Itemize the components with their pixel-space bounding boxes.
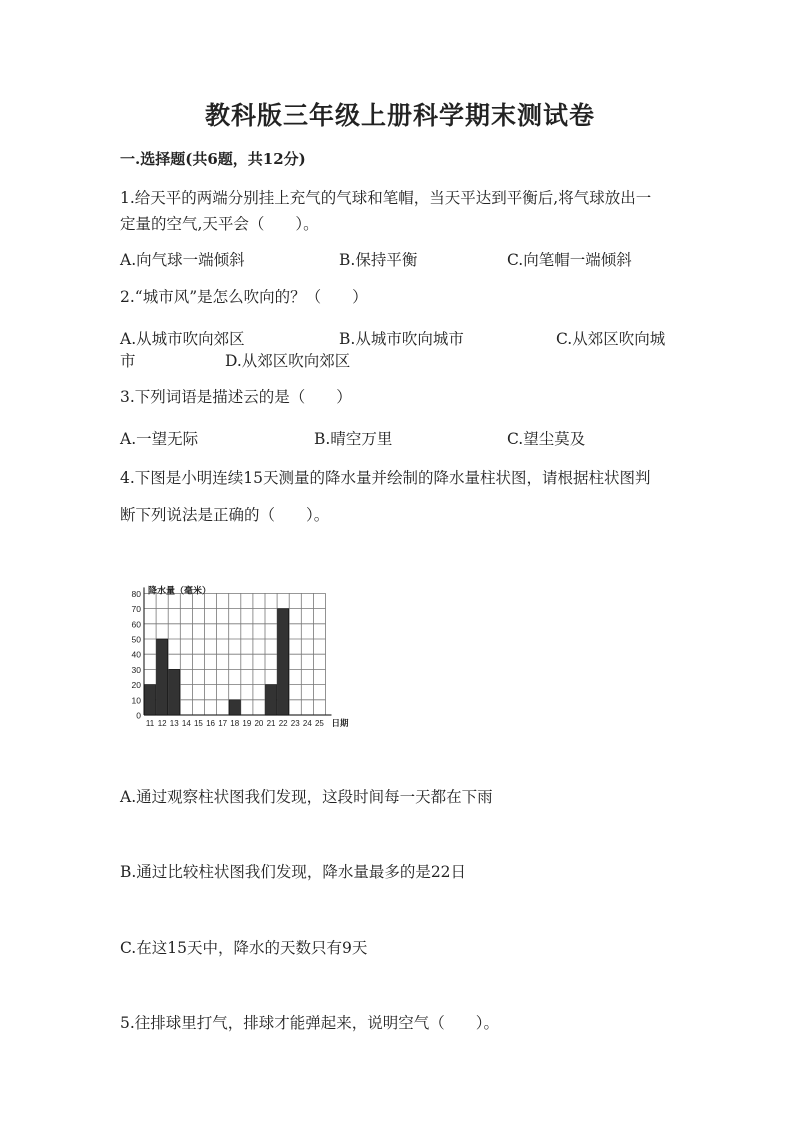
x-tick-label: 11 xyxy=(145,719,155,728)
question-1-option-c: C.向笔帽一端倾斜 xyxy=(507,251,632,269)
question-1-line-1: 1.给天平的两端分别挂上充气的气球和笔帽，当天平达到平衡后,将气球放出一 xyxy=(120,189,652,207)
y-tick-label: 50 xyxy=(131,634,141,645)
question-3-option-c: C.望尘莫及 xyxy=(507,430,586,448)
bar-22 xyxy=(278,609,289,715)
question-1-option-a: A.向气球一端倾斜 xyxy=(120,251,245,269)
question-1-option-b: B.保持平衡 xyxy=(339,251,418,269)
x-tick-label: 15 xyxy=(193,719,203,728)
question-2-line-1: 2.“城市风”是怎么吹向的？（ ） xyxy=(120,288,368,306)
y-tick-label: 80 xyxy=(131,588,141,599)
x-tick-label: 21 xyxy=(266,719,276,728)
x-tick-label: 23 xyxy=(290,719,300,728)
question-4-line-1: 4.下图是小明连续15天测量的降水量并绘制的降水量柱状图，请根据柱状图判 xyxy=(120,469,651,487)
y-axis-title: 降水量（毫米） xyxy=(148,586,212,597)
question-4-line-2: 断下列说法是正确的（ ）。 xyxy=(120,506,330,524)
question-3-line-1: 3.下列词语是描述云的是（ ） xyxy=(120,388,352,406)
x-tick-label: 18 xyxy=(230,719,240,728)
section-heading: 一.选择题(共6题，共12分) xyxy=(120,150,306,168)
question-2-option-d: D.从郊区吹向郊区 xyxy=(225,352,351,370)
bar-18 xyxy=(229,700,240,715)
x-tick-label: 14 xyxy=(181,719,191,728)
x-tick-label: 13 xyxy=(169,719,179,728)
y-tick-label: 0 xyxy=(136,710,141,721)
x-tick-label: 12 xyxy=(157,719,167,728)
bar-12 xyxy=(157,639,168,715)
x-tick-label: 24 xyxy=(302,719,312,728)
x-tick-label: 16 xyxy=(206,719,216,728)
y-tick-label: 10 xyxy=(131,695,141,706)
x-tick-label: 19 xyxy=(242,719,252,728)
question-3-option-a: A.一望无际 xyxy=(120,430,199,448)
x-tick-label: 17 xyxy=(218,719,228,728)
y-tick-label: 30 xyxy=(131,664,141,675)
y-tick-label: 20 xyxy=(131,680,141,691)
bar-21 xyxy=(266,685,277,715)
question-2-option-b: B.从城市吹向城市 xyxy=(339,330,464,348)
x-tick-label: 25 xyxy=(314,719,324,728)
page-title: 教科版三年级上册科学期末测试卷 xyxy=(204,101,595,130)
question-4-option-b: B.通过比较柱状图我们发现，降水量最多的是22日 xyxy=(120,863,467,881)
y-tick-label: 40 xyxy=(131,649,141,660)
question-1-line-2: 定量的空气,天平会（ ）。 xyxy=(120,215,319,233)
question-5-line-1: 5.往排球里打气，排球才能弹起来，说明空气（ ）。 xyxy=(120,1014,500,1032)
x-tick-label: 20 xyxy=(254,719,264,728)
y-tick-label: 60 xyxy=(131,619,141,630)
precipitation-bar-chart xyxy=(131,573,370,733)
x-tick-label: 22 xyxy=(278,719,288,728)
question-4-option-c: C.在这15天中，降水的天数只有9天 xyxy=(120,939,368,957)
question-3-option-b: B.晴空万里 xyxy=(314,430,393,448)
bar-11 xyxy=(145,685,156,715)
question-4-option-a: A.通过观察柱状图我们发现，这段时间每一天都在下雨 xyxy=(120,788,493,806)
bar-13 xyxy=(169,669,180,715)
question-2-option-c-wrap: 市 xyxy=(120,352,136,370)
x-axis-title: 日期 xyxy=(331,719,349,729)
y-tick-label: 70 xyxy=(131,604,141,615)
question-2-option-a: A.从城市吹向郊区 xyxy=(120,330,245,348)
question-2-option-c: C.从郊区吹向城 xyxy=(556,330,666,348)
